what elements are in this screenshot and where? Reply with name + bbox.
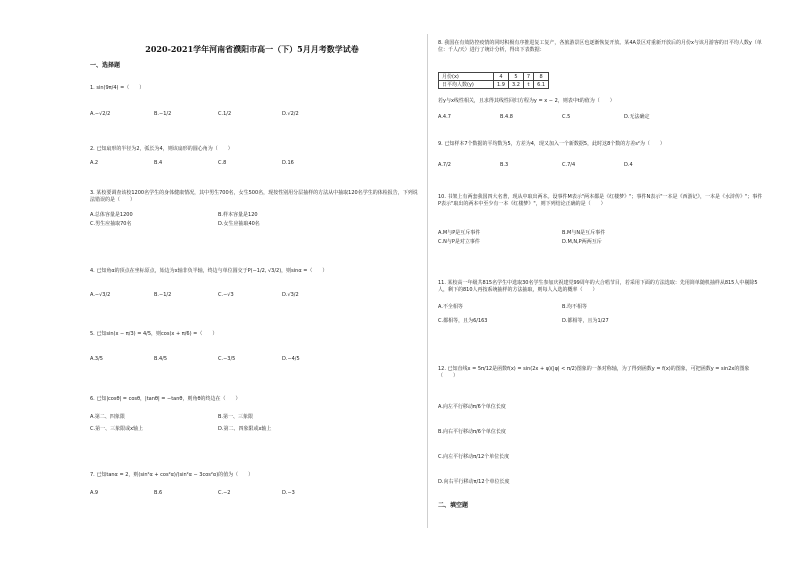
option-d[interactable]: D.都相等，且为1/27 xyxy=(562,318,609,324)
question-3: 3. 某校要调查该校1200名学生的身体健康情况，其中男生700名，女生500名，现按性别用分层抽样的方法从中抽取120名学生的体检报告，下列说法错误的是（ ） xyxy=(90,190,418,203)
table-cell: t xyxy=(523,81,533,89)
option-a[interactable]: A.总体容量是1200 xyxy=(90,212,133,218)
option-a[interactable]: A.2 xyxy=(90,160,99,166)
option-b[interactable]: B.−1/2 xyxy=(154,111,172,117)
option-c[interactable]: C.−3/5 xyxy=(218,356,236,362)
option-a[interactable]: A.9 xyxy=(90,490,99,496)
option-a[interactable]: A.不全相等 xyxy=(438,304,463,310)
option-a[interactable]: A.M与P是互斥事件 xyxy=(438,230,481,236)
option-d[interactable]: D.−4/5 xyxy=(282,356,300,362)
question-9: 9. 已知样本7个数据的平均数为5，方差为4，现又加入一个新数据5，此时这8个数的方差s²为（ ） xyxy=(438,141,665,147)
table-cell: 6.1 xyxy=(534,81,549,89)
option-a[interactable]: A.−√2/2 xyxy=(90,111,111,117)
option-d[interactable]: D.第二、四象限或x轴上 xyxy=(218,426,272,432)
question-12: 12. 已知直线x = 5π/12是函数f(x) = sin(2x + φ)(|φ| < π/2)图象的一条对称轴，为了得到函数y = f(x)的图象，可把函数y = sin2x的图象（ ） xyxy=(438,366,750,379)
exam-title: 2020-2021学年河南省濮阳市高一（下）5月月考数学试卷 xyxy=(145,44,359,54)
option-a[interactable]: A.4.7 xyxy=(438,114,451,120)
option-c[interactable]: C.第一、三象限或x轴上 xyxy=(90,426,144,432)
option-d[interactable]: D.无法确定 xyxy=(624,114,650,120)
table-cell: 8 xyxy=(534,73,549,81)
option-b[interactable]: B.6 xyxy=(154,490,163,496)
question-5: 5. 已知sin(x − π/3) = 4/5，则cos(x + π/6) =（ ） xyxy=(90,331,218,337)
table-row xyxy=(439,73,549,81)
question-2: 2. 已知扇形的半径为2，弧长为4，则该扇形的圆心角为（ ） xyxy=(90,146,233,152)
option-d[interactable]: D.向右平行移动π/12个单位长度 xyxy=(438,479,510,485)
option-c[interactable]: C.8 xyxy=(218,160,227,166)
question-6: 6. 已知|cosθ| = cosθ，|tanθ| = −tanθ，则角θ的终边在（ ） xyxy=(90,396,241,402)
question-8-followup: 若y与x线性相关，且求得其线性回归方程为y = x − 2，则表中t的值为（ ） xyxy=(438,98,615,104)
question-11: 11. 某校高一年级共815名学生中选取30名学生参加庆祝建党99周年的大合唱节目，若采用下面的方法选取：先用简单随机抽样从815人中剔除5人，剩下的810人再按系统抽样的方法抽取，则每人入选的概率（ ） xyxy=(438,280,758,293)
option-a[interactable]: A.3/5 xyxy=(90,356,103,362)
option-c[interactable]: C.男生应抽取70名 xyxy=(90,221,132,227)
question-1: 1. sin(9π/4) =（ ） xyxy=(90,85,145,91)
option-b[interactable]: B.第一、三象限 xyxy=(218,414,254,420)
column-divider xyxy=(427,34,428,528)
table-row xyxy=(439,81,549,89)
option-b[interactable]: B.向右平行移动π/6个单位长度 xyxy=(438,429,506,435)
option-c[interactable]: C.1/2 xyxy=(218,111,232,117)
option-d[interactable]: D.√3/2 xyxy=(282,292,299,298)
option-a[interactable]: A.7/2 xyxy=(438,162,451,168)
option-c[interactable]: C.−√3 xyxy=(218,292,234,298)
table-cell: 4 xyxy=(494,73,509,81)
option-c[interactable]: C.向左平行移动π/12个单位长度 xyxy=(438,454,510,460)
option-d[interactable]: D.−3 xyxy=(282,490,295,496)
data-table xyxy=(438,72,549,89)
question-7: 7. 已知tanα = 2，则(sin²α + cos²α)/(sin²α − 3cos²α)的值为（ ） xyxy=(90,472,254,478)
question-4: 4. 已知角α的顶点在坐标原点，始边为x轴非负半轴，终边与单位圆交于P(−1/2, √3/2)，则sinα =（ ） xyxy=(90,268,328,274)
left-column xyxy=(84,0,420,562)
table-cell: 1.9 xyxy=(494,81,509,89)
option-a[interactable]: A.向左平行移动π/6个单位长度 xyxy=(438,404,506,410)
table-cell: 日平均人数(y) xyxy=(439,81,494,89)
option-c[interactable]: C.7/4 xyxy=(562,162,576,168)
option-b[interactable]: B.4.8 xyxy=(500,114,513,120)
option-b[interactable]: B.4 xyxy=(154,160,163,166)
option-a[interactable]: A.第二、四象限 xyxy=(90,414,125,420)
table-cell: 3.2 xyxy=(508,81,523,89)
question-10: 10. 书架上有两套我国四大名著，现从中取出两本。设事件M表示"两本都是《红楼梦》"；事件N表示"一本是《西游记》，一本是《水浒传》"；事件P表示"取出的两本中至少有一本《红楼梦》"，则下列结论正确的是（ ） xyxy=(438,194,763,207)
option-b[interactable]: B.均不相等 xyxy=(562,304,588,310)
option-c[interactable]: C.−2 xyxy=(218,490,231,496)
option-c[interactable]: C.5 xyxy=(562,114,571,120)
option-d[interactable]: D.√2/2 xyxy=(282,111,299,117)
option-b[interactable]: B.样本容量是120 xyxy=(218,212,258,218)
right-column xyxy=(430,0,764,562)
section-choice: 一、选择题 xyxy=(90,62,121,69)
option-b[interactable]: B.4/5 xyxy=(154,356,168,362)
question-8: 8. 我国在有效防控疫情的同时积极有序推进复工复产，各旅游景区也逐渐恢复开放。某4A景区对重新开放后的月份x与该月游客的日平均人数y（单位：千人/天）进行了统计分析，得出下表数据： xyxy=(438,40,762,53)
option-b[interactable]: B.M与N是互斥事件 xyxy=(562,230,606,236)
table-cell: 月份(x) xyxy=(439,73,494,81)
option-a[interactable]: A.−√3/2 xyxy=(90,292,111,298)
table-cell: 7 xyxy=(523,73,533,81)
option-b[interactable]: B.−1/2 xyxy=(154,292,172,298)
option-c[interactable]: C.都相等，且为6/163 xyxy=(438,318,488,324)
option-c[interactable]: C.N与P是对立事件 xyxy=(438,239,480,245)
option-b[interactable]: B.3 xyxy=(500,162,509,168)
section-fill: 二、填空题 xyxy=(438,502,469,509)
option-d[interactable]: D.16 xyxy=(282,160,294,166)
option-d[interactable]: D.女生应抽取40名 xyxy=(218,221,260,227)
option-d[interactable]: D.M,N,P两两互斥 xyxy=(562,239,602,245)
table-cell: 5 xyxy=(508,73,523,81)
option-d[interactable]: D.4 xyxy=(624,162,633,168)
